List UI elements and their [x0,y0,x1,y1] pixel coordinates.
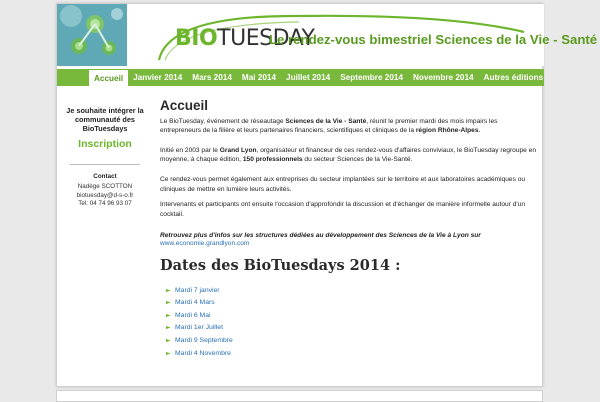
main-nav [57,69,544,86]
list-item [166,334,538,347]
list-item [166,284,538,297]
date-link[interactable]: Mardi 6 Mai [175,311,211,319]
history-paragraph: Initié en 2003 par le Grand Lyon, organisateur et financeur de ces rendez-vous d'affaires conviviaux, le BioTuesday regroupe en moyenne, à chaque édition, 150 professionnels du secteur Sciences de la Vie-Santé. [160,146,536,164]
bullet-icon: ► [166,349,171,357]
join-community-text: Je souhaite intégrer la communauté des BioTuesdays [66,106,144,134]
bullet-icon: ► [166,324,171,332]
date-link[interactable]: Mardi 4 Mars [175,299,215,307]
sidebar [57,96,153,209]
bullet-icon: ► [166,299,171,307]
more-info-paragraph: Retrouvez plus d'infos sur les structures dédiées au développement des Sciences de la Vie à Lyon sur [160,231,481,239]
molecule-image [57,4,127,66]
bullet-icon: ► [166,286,171,294]
date-link[interactable]: Mardi 9 Septembre [175,336,233,344]
date-link[interactable]: Mardi 1er Juillet [175,324,223,332]
bullet-icon: ► [166,311,171,319]
nav-accueil[interactable]: Accueil [89,70,128,86]
showcase-paragraph: Ce rendez-vous permet également aux entreprises du secteur implantées sur le territoire et aux laboratoires académiques ou cliniques de mettre en lumière leurs activités. [160,176,526,193]
list-item [166,309,538,322]
bullet-icon: ► [166,336,171,344]
nav-mai-2014[interactable]: Mai 2014 [241,73,277,82]
inscription-link[interactable]: Inscription [78,138,132,151]
header-banner [57,4,598,66]
date-link[interactable]: Mardi 4 Novembre [175,349,231,357]
networking-paragraph: Intervenants et participants ont ensuite l'occasion d'approfondir la discussion et d'échanger de manière informelle autour d'un cocktail. [160,201,525,218]
nav-juillet-2014[interactable]: Juillet 2014 [286,73,331,82]
footer-strip [56,390,543,402]
contact-email: biotuesday@d-s-o.fr [76,191,134,199]
economie-grandlyon-link[interactable]: www.economie.grandlyon.com [160,240,250,248]
page-title: Accueil [160,98,209,113]
list-item [166,296,538,309]
brand-bio: BIO [175,26,218,51]
list-item [166,322,538,335]
nav-autres-editions[interactable]: Autres éditions [483,73,544,82]
sidebar-divider [70,164,140,165]
nav-mars-2014[interactable]: Mars 2014 [192,73,232,82]
list-item [166,347,538,360]
date-link[interactable]: Mardi 7 janvier [175,286,220,294]
brand-tuesday: TUESDAY [217,26,315,51]
dates-heading: Dates des BioTuesdays 2014 : [160,256,401,274]
nav-septembre-2014[interactable]: Septembre 2014 [340,73,404,82]
nav-novembre-2014[interactable]: Novembre 2014 [413,73,474,82]
contact-name: Nadège SCOTTON [77,183,133,191]
tagline: Le rendez-vous bimestriel Sciences de la Vie - Santé [269,32,598,47]
page-frame [56,3,598,387]
dates-list [160,284,538,360]
intro-paragraph: Le BioTuesday, événement de réseautage Sciences de la Vie - Santé, réunit le premier mardi des mois impairs les entrepreneurs de la filière et leurs partenaires financiers, scientifiques et cliniques de la région Rhône-Alpes. [160,118,498,135]
nav-janvier-2014[interactable]: Janvier 2014 [133,73,183,82]
contact-phone: Tel: 04 74 96 93 07 [78,200,132,208]
main-content [160,96,538,359]
contact-title: Contact [93,173,117,181]
